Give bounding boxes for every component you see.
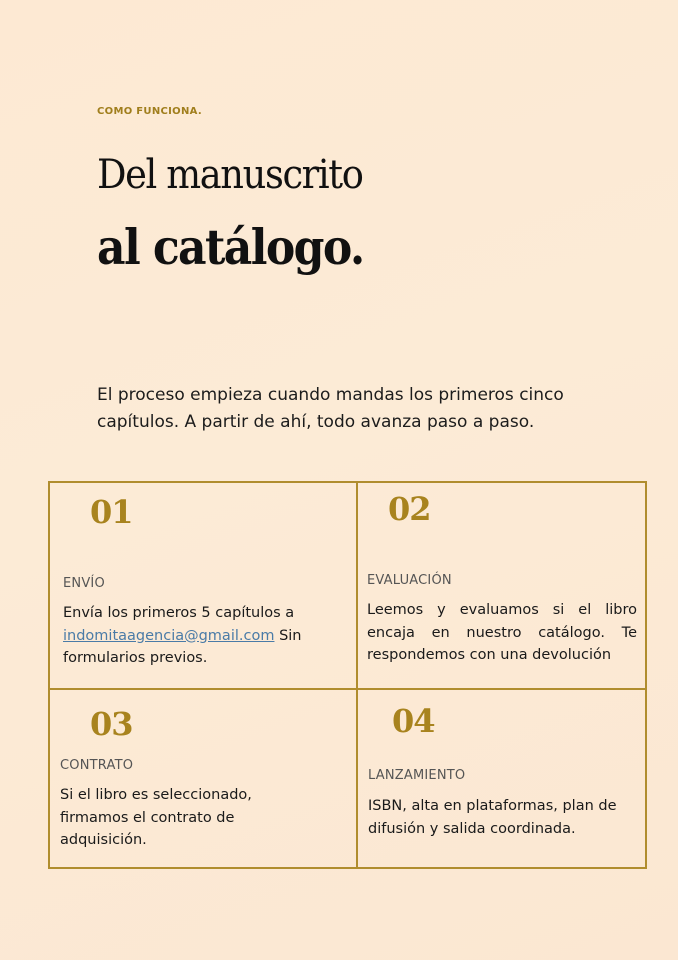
grid-divider-vertical bbox=[356, 483, 358, 867]
grid-divider-horizontal bbox=[50, 688, 645, 690]
step-label: LANZAMIENTO bbox=[368, 768, 466, 783]
email-link[interactable]: indomitaagencia@gmail.com bbox=[63, 627, 275, 644]
step-label: CONTRATO bbox=[60, 758, 134, 773]
step-description: Si el libro es seleccionado, firmamos el contrato de adquisición. bbox=[60, 787, 252, 848]
step-number: 03 bbox=[90, 705, 133, 743]
step-text: Envía los primeros 5 capítulos a bbox=[63, 605, 295, 621]
intro-paragraph: El proceso empieza cuando mandas los primeros cinco capítulos. A partir de ahí, todo avanza paso a paso. bbox=[97, 385, 564, 432]
step-description bbox=[63, 602, 348, 670]
steps-grid bbox=[48, 481, 647, 869]
step-label: EVALUACIÓN bbox=[367, 573, 452, 588]
step-description: Leemos y evaluamos si el libro encaja en nuestro catálogo. Te respondemos con una devolución bbox=[367, 602, 637, 663]
page-title-line-1: Del manuscrito bbox=[97, 152, 363, 198]
step-description: ISBN, alta en plataformas, plan de difusión y salida coordinada. bbox=[368, 798, 617, 837]
step-text: Sin formularios previos. bbox=[63, 627, 302, 666]
step-number: 04 bbox=[392, 702, 435, 740]
page-title-line-2: al catálogo. bbox=[97, 218, 364, 276]
step-number: 01 bbox=[90, 493, 133, 531]
section-eyebrow: COMO FUNCIONA. bbox=[97, 106, 202, 117]
step-number: 02 bbox=[388, 490, 431, 528]
step-label: ENVÍO bbox=[63, 576, 105, 591]
